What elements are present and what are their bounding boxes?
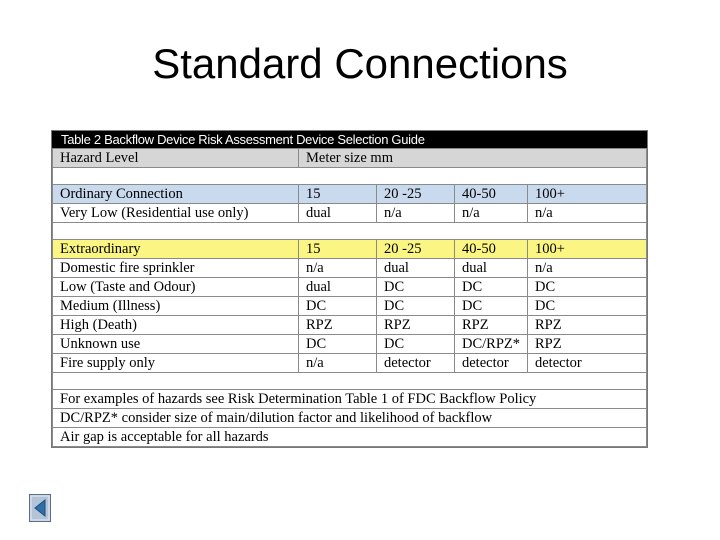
device-cell: dual bbox=[299, 278, 377, 297]
size-col-15: 15 bbox=[299, 240, 377, 259]
device-cell: DC bbox=[377, 297, 455, 316]
table-caption: Table 2 Backflow Device Risk Assessment Device Selection Guide bbox=[52, 131, 647, 148]
size-col-100: 100+ bbox=[528, 185, 647, 204]
device-cell: dual bbox=[377, 259, 455, 278]
size-col-40-50: 40-50 bbox=[455, 185, 528, 204]
extraordinary-header-row bbox=[53, 240, 647, 259]
note-row bbox=[53, 409, 647, 428]
hazard-cell: Fire supply only bbox=[53, 354, 299, 373]
device-cell: detector bbox=[455, 354, 528, 373]
size-col-20-25: 20 -25 bbox=[377, 240, 455, 259]
hazard-cell: Medium (Illness) bbox=[53, 297, 299, 316]
table-header-row bbox=[53, 149, 647, 168]
size-col-100: 100+ bbox=[528, 240, 647, 259]
device-cell: n/a bbox=[299, 354, 377, 373]
size-col-15: 15 bbox=[299, 185, 377, 204]
device-cell: RPZ bbox=[377, 316, 455, 335]
note-hazard-examples: For examples of hazards see Risk Determination Table 1 of FDC Backflow Policy bbox=[53, 390, 647, 409]
device-cell: DC bbox=[377, 335, 455, 354]
table-row bbox=[53, 278, 647, 297]
note-row bbox=[53, 428, 647, 447]
device-cell: detector bbox=[528, 354, 647, 373]
device-cell: DC bbox=[377, 278, 455, 297]
hazard-level-header: Hazard Level bbox=[53, 149, 299, 168]
ordinary-header-row bbox=[53, 185, 647, 204]
device-cell: DC bbox=[299, 297, 377, 316]
device-selection-table bbox=[51, 130, 648, 448]
device-cell: dual bbox=[299, 204, 377, 223]
table-row bbox=[53, 316, 647, 335]
device-cell: dual bbox=[455, 259, 528, 278]
device-cell: RPZ bbox=[528, 335, 647, 354]
selection-grid bbox=[52, 148, 647, 447]
table-row bbox=[53, 354, 647, 373]
extraordinary-label: Extraordinary bbox=[53, 240, 299, 259]
device-cell: RPZ bbox=[528, 316, 647, 335]
hazard-cell: Low (Taste and Odour) bbox=[53, 278, 299, 297]
spacer-row bbox=[53, 373, 647, 390]
page-title: Standard Connections bbox=[152, 40, 568, 87]
note-dc-rpz: DC/RPZ* consider size of main/dilution factor and likelihood of backflow bbox=[53, 409, 647, 428]
table-row bbox=[53, 259, 647, 278]
ordinary-label: Ordinary Connection bbox=[53, 185, 299, 204]
device-cell: n/a bbox=[377, 204, 455, 223]
device-cell: n/a bbox=[528, 259, 647, 278]
spacer-row bbox=[53, 223, 647, 240]
device-cell: n/a bbox=[455, 204, 528, 223]
device-cell: DC bbox=[455, 297, 528, 316]
hazard-cell: Unknown use bbox=[53, 335, 299, 354]
device-cell: n/a bbox=[528, 204, 647, 223]
size-col-20-25: 20 -25 bbox=[377, 185, 455, 204]
table-row bbox=[53, 335, 647, 354]
spacer-row bbox=[53, 168, 647, 185]
device-cell: DC bbox=[455, 278, 528, 297]
device-cell: RPZ bbox=[299, 316, 377, 335]
device-cell: DC/RPZ* bbox=[455, 335, 528, 354]
back-arrow-icon bbox=[30, 495, 50, 521]
meter-size-header: Meter size mm bbox=[299, 149, 647, 168]
device-cell: detector bbox=[377, 354, 455, 373]
device-cell: n/a bbox=[299, 259, 377, 278]
device-cell: DC bbox=[528, 278, 647, 297]
note-row bbox=[53, 390, 647, 409]
device-cell: DC bbox=[528, 297, 647, 316]
hazard-cell: Domestic fire sprinkler bbox=[53, 259, 299, 278]
table-row bbox=[53, 204, 647, 223]
table-row bbox=[53, 297, 647, 316]
hazard-cell: High (Death) bbox=[53, 316, 299, 335]
size-col-40-50: 40-50 bbox=[455, 240, 528, 259]
back-button[interactable] bbox=[29, 494, 51, 522]
device-cell: DC bbox=[299, 335, 377, 354]
hazard-cell: Very Low (Residential use only) bbox=[53, 204, 299, 223]
note-air-gap: Air gap is acceptable for all hazards bbox=[53, 428, 647, 447]
device-cell: RPZ bbox=[455, 316, 528, 335]
